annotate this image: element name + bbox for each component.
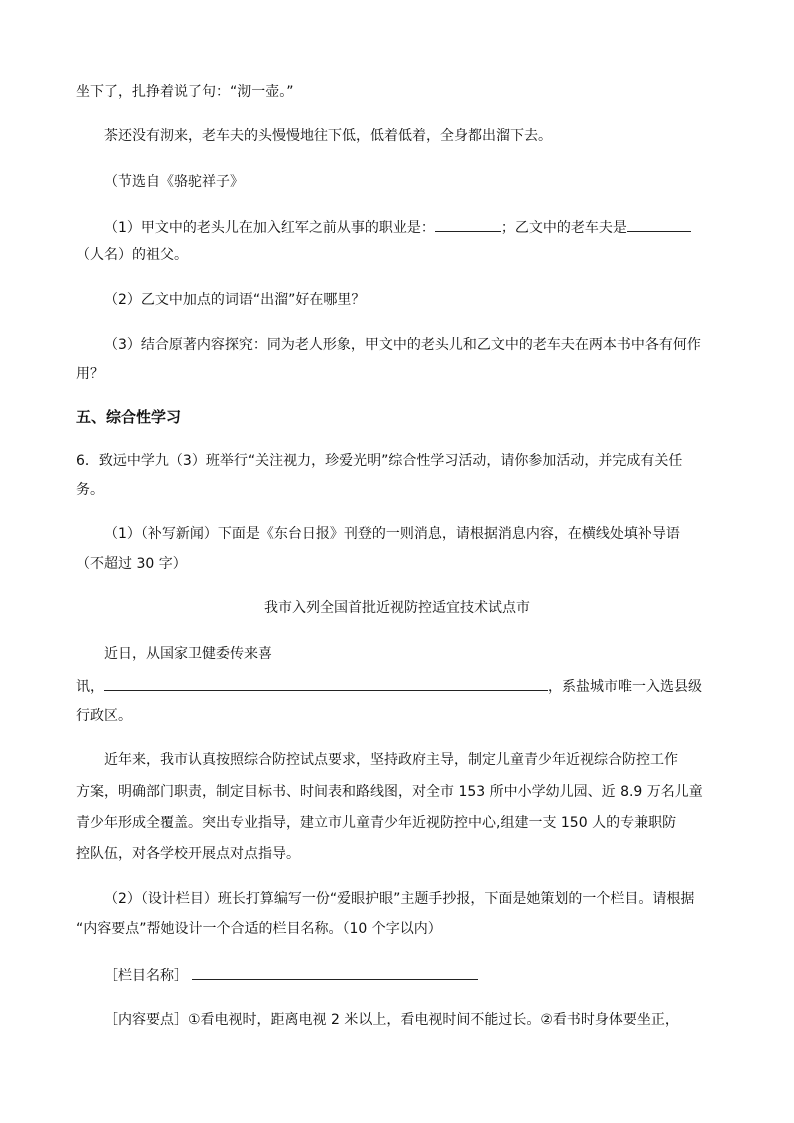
text-line: （人名）的祖父。 [76,247,188,263]
answer-blank[interactable] [435,216,501,232]
source-note: （节选自《骆驼祥子》 [104,174,244,190]
news-text-b: ，系盐城市唯一入选县级 [548,679,702,695]
text-line: 茶还没有沏来，老车夫的头慢慢地往下低，低着低着，全身都出溜下去。 [104,128,552,144]
question-1-text-a: （1）甲文中的老头儿在加入红军之前从事的职业是： [104,220,435,236]
question-2: （2）乙文中加点的词语“出溜”好在哪里？ [104,292,366,308]
subquestion-1: （1）（补写新闻）下面是《东台日报》刊登的一则消息，请根据消息内容，在横线处填补导语 [104,526,680,542]
section-heading: 五、综合性学习 [76,408,182,426]
text-line: 方案，明确部门职责，制定目标书、时间表和路线图，对全市 153 所中小学幼儿园、近 8.9 万名儿童 [76,784,703,800]
question-6: 6．致远中学九（3）班举行“关注视力，珍爱光明”综合性学习活动，请你参加活动，并完成有关任 [76,453,683,469]
news-paragraph: 近年来，我市认真按照综合防控试点要求，坚持政府主导，制定儿童青少年近视综合防控工作 [104,752,678,768]
column-name-label: ［栏目名称］ [104,968,188,984]
text-line: 务。 [76,482,104,498]
text-line: 行政区。 [76,708,132,724]
question-3: （3）结合原著内容探究：同为老人形象，甲文中的老头儿和乙文中的老车夫在两本书中各有何作 [104,337,701,353]
text-line: 用？ [76,366,104,382]
question-1-text-b: ；乙文中的老车夫是 [500,220,627,236]
column-name-line [104,964,724,986]
answer-blank[interactable] [104,675,548,691]
text-line: （不超过 30 字） [76,556,187,572]
text-line: “内容要点”帮她设计一个合适的栏目名称。（10 个字以内） [76,921,442,937]
news-text-a: 讯， [76,679,104,695]
answer-blank[interactable] [627,216,691,232]
subquestion-2: （2）（设计栏目）班长打算编写一份“爱眼护眼”主题手抄报，下面是她策划的一个栏目。请根据 [104,891,695,907]
news-title: 我市入列全国首批近视防控适宜技术试点市 [264,600,530,616]
text-line: 青少年形成全覆盖。突出专业指导，建立市儿童青少年近视防控中心,组建一支 150 人的专兼职防 [76,815,677,831]
news-paragraph: 近日，从国家卫健委传来喜 [104,646,272,662]
text-line: 控队伍，对各学校开展点对点指导。 [76,846,300,862]
question-1-line [104,216,724,238]
answer-blank[interactable] [192,964,478,980]
content-points: ［内容要点］①看电视时，距离电视 2 米以上，看电视时间不能过长。②看书时身体要坐正， [104,1012,679,1028]
text-line: 坐下了，扎挣着说了句：“沏一壶。” [76,84,294,100]
news-blank-line [76,675,724,697]
